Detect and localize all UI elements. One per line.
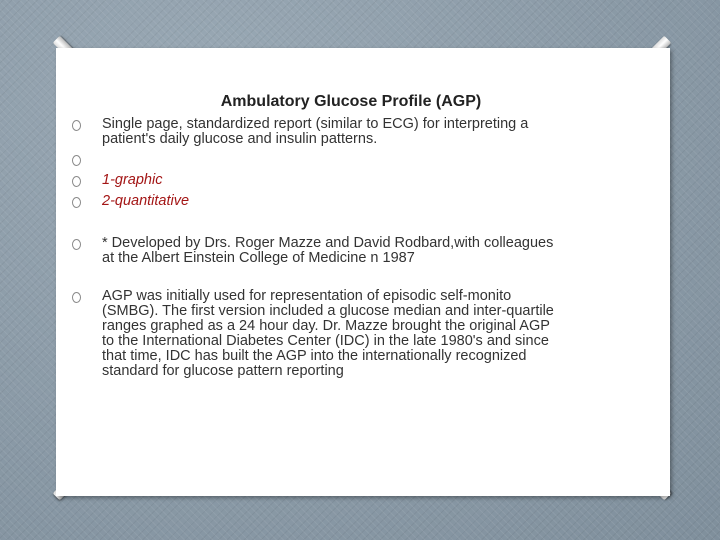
bullet-item [72,117,632,147]
bullet-circle-icon [72,120,81,131]
bullet-circle-icon [72,197,81,208]
bullet-text: * Developed by Drs. Roger Mazze and David Rodbard,with colleagues at the Albert Einstein College of Medicine n 1987 [102,235,554,266]
bullet-item [72,236,632,266]
bullet-item [72,289,632,379]
bullet-text: 1-graphic [102,172,163,188]
bullet-text: 2-quantitative [102,193,190,209]
bullet-circle-icon [72,239,81,250]
bullet-item [72,173,632,188]
bullet-circle-icon [72,155,81,166]
slide-paper [56,48,670,496]
slide-title: Ambulatory Glucose Profile (AGP) [220,93,482,110]
bullet-circle-icon [72,176,81,187]
bullet-circle-icon [72,292,81,303]
bullet-text: Single page, standardized report (similar to ECG) for interpreting a patient's daily glucose and insulin patterns. [102,116,529,147]
bullet-item [72,194,632,209]
bullet-text: AGP was initially used for representation of episodic self-monito (SMBG). The first version included a glucose median and inter-quartile ranges graphed as a 24 hour day. Dr. Mazze brought the original AGP to the International Diabetes Center (IDC) in the late 1980's and since that time, IDC has built the AGP into the internationally recognized standard for glucose pattern reporting [102,288,554,379]
